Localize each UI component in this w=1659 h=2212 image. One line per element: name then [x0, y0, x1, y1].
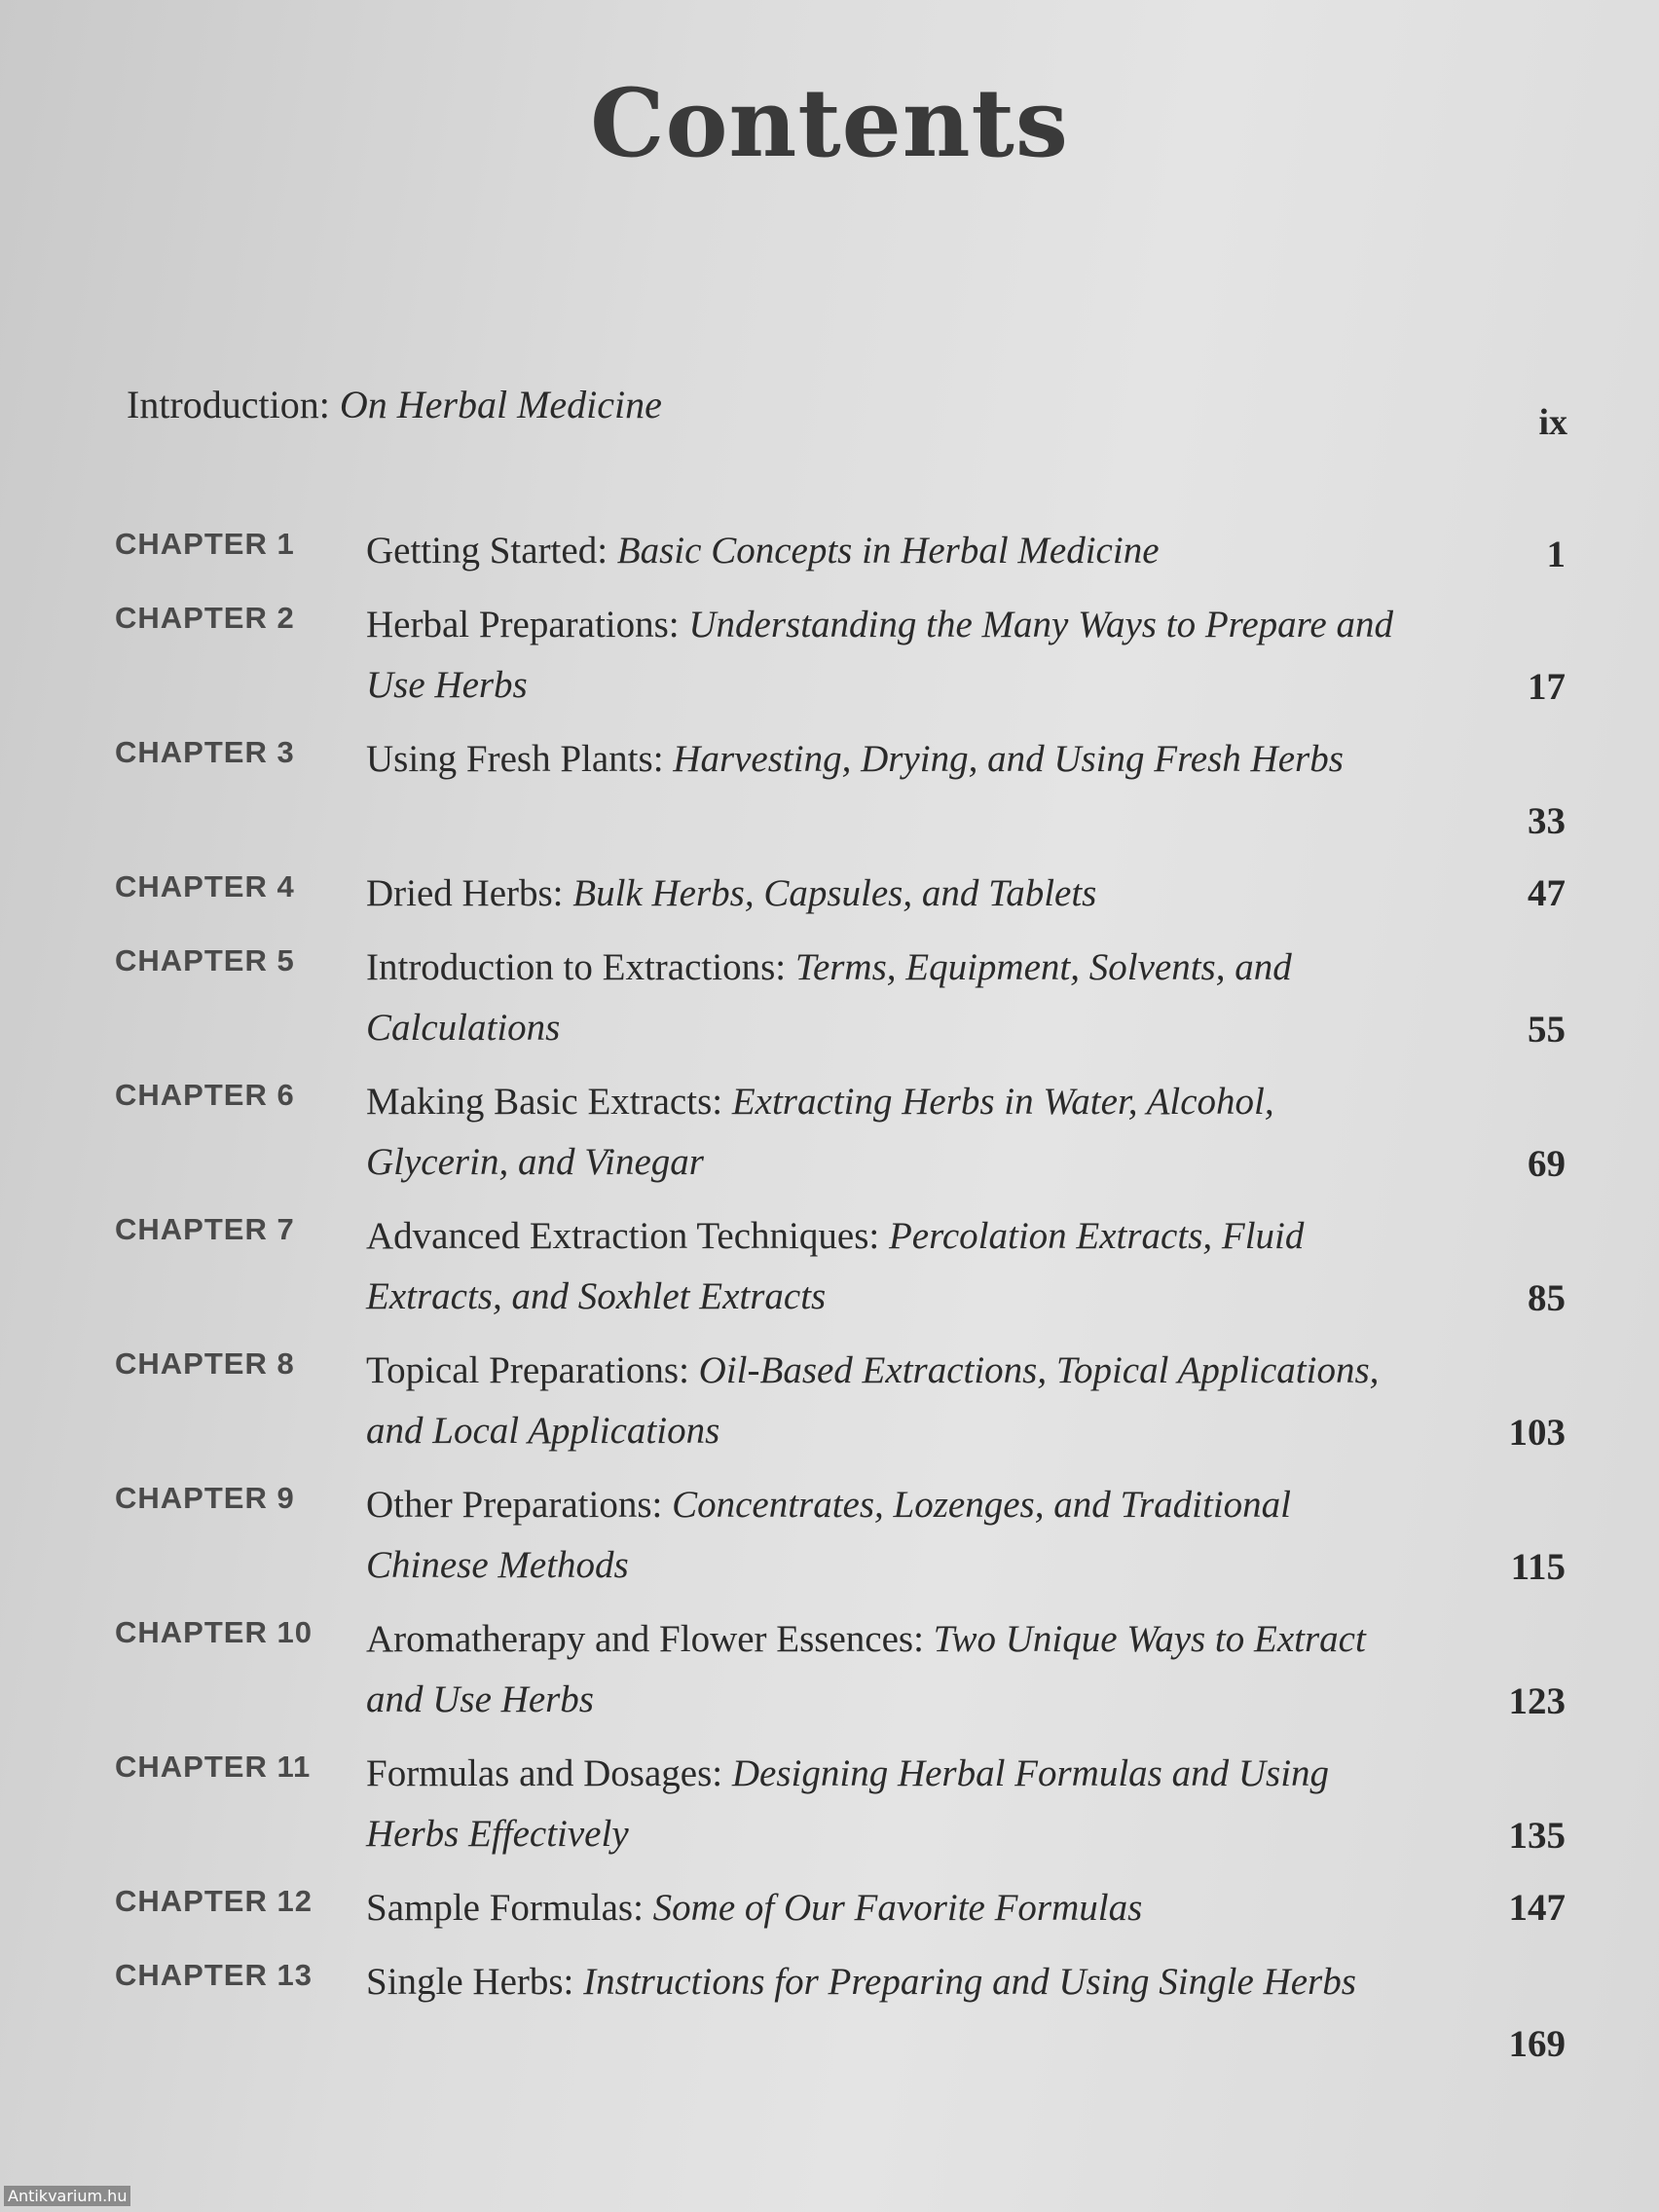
chapter-subtitle: Basic Concepts in Herbal Medicine: [616, 530, 1160, 571]
watermark: Antikvarium.hu: [4, 2186, 130, 2206]
chapter-entry: [366, 1744, 1418, 1864]
chapter-number: CHAPTER 13: [115, 1958, 313, 1992]
chapter-title: Topical Preparations:: [366, 1349, 699, 1391]
page-title: Contents: [590, 68, 1069, 178]
chapter-subtitle: Some of Our Favorite Formulas: [652, 1887, 1143, 1929]
chapter-subtitle: Instructions for Preparing and Using Single Herbs: [583, 1961, 1356, 2003]
toc-row-chapter-5: [115, 938, 1566, 1072]
chapter-subtitle: Designing Herbal Formulas and Using Herbs Effectively: [366, 1752, 1330, 1855]
chapter-title: Sample Formulas:: [366, 1887, 653, 1929]
chapter-page-number: 103: [1508, 1412, 1566, 1454]
intro-label: [127, 382, 662, 427]
toc-introduction: [127, 382, 1567, 450]
chapter-page-number: 147: [1508, 1887, 1566, 1929]
chapter-subtitle: Extracting Herbs in Water, Alcohol, Glycerin, and Vinegar: [366, 1081, 1274, 1183]
chapter-entry: [366, 864, 1418, 924]
chapter-page-number: 69: [1528, 1143, 1566, 1185]
chapter-title: Introduction to Extractions:: [366, 946, 795, 988]
chapter-number: CHAPTER 10: [115, 1615, 313, 1649]
toc-row-chapter-9: [115, 1475, 1566, 1609]
intro-page-number: ix: [1538, 402, 1567, 443]
chapter-number: CHAPTER 1: [115, 527, 295, 561]
chapter-entry: [366, 1609, 1418, 1730]
chapter-subtitle: Terms, Equipment, Solvents, and Calculations: [366, 946, 1292, 1049]
chapter-number: CHAPTER 5: [115, 943, 295, 977]
intro-title: Introduction:: [127, 383, 340, 426]
chapter-subtitle: Concentrates, Lozenges, and Traditional Chinese Methods: [366, 1484, 1292, 1586]
chapter-page-number: 33: [1528, 800, 1566, 842]
chapter-entry: [366, 1341, 1418, 1461]
toc-row-chapter-7: [115, 1206, 1566, 1341]
toc-row-chapter-12: [115, 1878, 1566, 1952]
toc-row-chapter-6: [115, 1072, 1566, 1206]
chapter-page-number: 135: [1508, 1815, 1566, 1857]
chapter-number: CHAPTER 6: [115, 1078, 295, 1112]
chapter-subtitle: Oil-Based Extractions, Topical Applications, and Local Applications: [366, 1349, 1380, 1452]
chapter-number: CHAPTER 8: [115, 1346, 295, 1381]
chapter-title: Formulas and Dosages:: [366, 1752, 732, 1794]
toc-row-chapter-8: [115, 1341, 1566, 1475]
toc-row-chapter-2: [115, 595, 1566, 729]
chapter-title: Using Fresh Plants:: [366, 738, 674, 780]
chapter-entry: [366, 938, 1418, 1058]
chapter-page-number: 85: [1528, 1277, 1566, 1319]
chapter-title: Advanced Extraction Techniques:: [366, 1215, 889, 1257]
chapter-subtitle: Understanding the Many Ways to Prepare and Use Herbs: [366, 604, 1393, 706]
chapter-page-number: 47: [1528, 872, 1566, 914]
toc-row-chapter-10: [115, 1609, 1566, 1744]
chapter-page-number: 55: [1528, 1009, 1566, 1051]
chapter-number: CHAPTER 12: [115, 1884, 313, 1918]
chapter-number: CHAPTER 3: [115, 735, 295, 769]
chapter-subtitle: Percolation Extracts, Fluid Extracts, and Soxhlet Extracts: [366, 1215, 1305, 1317]
chapter-number: CHAPTER 4: [115, 869, 295, 903]
chapter-entry: [366, 1072, 1418, 1193]
chapter-entry: [366, 1206, 1418, 1327]
chapter-page-number: 169: [1508, 2023, 1566, 2065]
chapter-entry: [366, 1878, 1418, 1938]
chapter-title: Making Basic Extracts:: [366, 1081, 732, 1123]
toc-row-chapter-1: [115, 521, 1566, 595]
toc-row-chapter-11: [115, 1744, 1566, 1878]
chapter-entry: [366, 595, 1418, 716]
chapter-entry: [366, 521, 1418, 581]
toc-row-chapter-4: [115, 864, 1566, 938]
intro-subtitle: On Herbal Medicine: [339, 383, 662, 426]
chapter-title: Other Preparations:: [366, 1484, 673, 1526]
chapter-number: CHAPTER 11: [115, 1750, 312, 1784]
chapter-entry: [366, 1952, 1418, 2012]
chapter-subtitle: Bulk Herbs, Capsules, and Tablets: [572, 872, 1097, 914]
chapter-title: Dried Herbs:: [366, 872, 573, 914]
chapter-number: CHAPTER 7: [115, 1212, 295, 1246]
chapter-title: Aromatherapy and Flower Essences:: [366, 1618, 934, 1660]
chapter-page-number: 115: [1510, 1546, 1566, 1588]
chapter-subtitle: Two Unique Ways to Extract and Use Herbs: [366, 1618, 1366, 1720]
chapter-number: CHAPTER 2: [115, 601, 295, 635]
chapter-page-number: 123: [1508, 1680, 1566, 1722]
toc-row-chapter-13: [115, 1952, 1566, 2086]
chapter-entry: [366, 729, 1418, 790]
toc-row-chapter-3: [115, 729, 1566, 864]
chapter-title: Getting Started:: [366, 530, 617, 571]
chapter-title: Single Herbs:: [366, 1961, 584, 2003]
chapter-page-number: 1: [1546, 534, 1566, 575]
chapter-entry: [366, 1475, 1418, 1596]
chapter-number: CHAPTER 9: [115, 1481, 295, 1515]
chapter-page-number: 17: [1528, 666, 1566, 708]
chapter-subtitle: Harvesting, Drying, and Using Fresh Herbs: [673, 738, 1344, 780]
toc-list: [115, 521, 1566, 2086]
chapter-title: Herbal Preparations:: [366, 604, 689, 645]
